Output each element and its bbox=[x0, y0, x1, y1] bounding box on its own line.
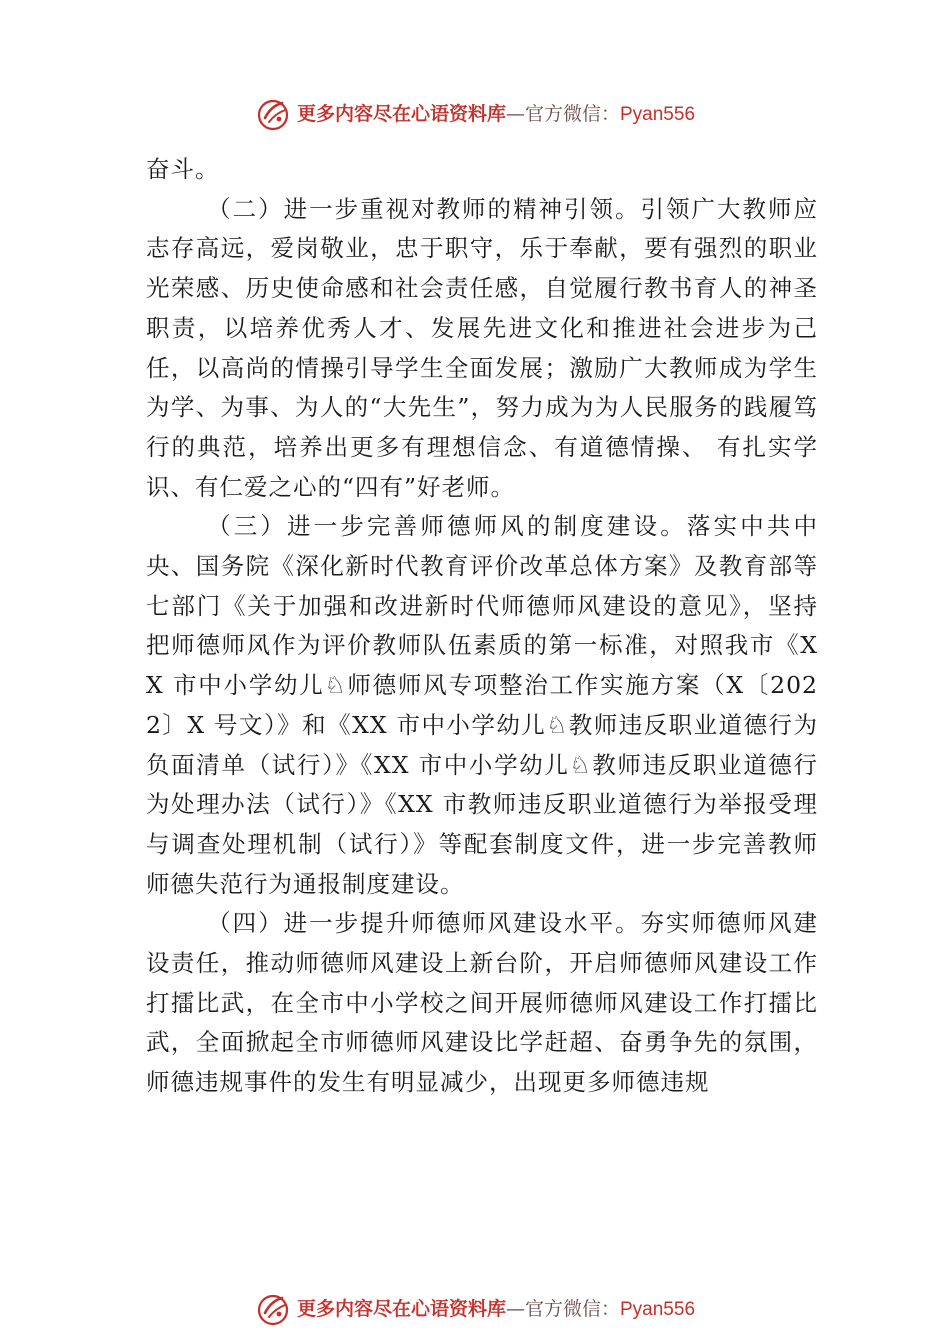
paragraph-continuation: 奋斗。 bbox=[146, 155, 220, 183]
banner-wechat-label: 官方微信： bbox=[524, 1297, 620, 1320]
banner-wechat-id: Pyan556 bbox=[620, 1298, 696, 1320]
paragraph-section-4: （四）进一步提升师德师风建设水平。夯实师德师风建设责任，推动师德师风建设上新台阶，开启师德师风建设工作打擂比武，在全市中小学校之间开展师德师风建设工作打擂比武，全面掀起全市师德师风建设比学赶超、奋勇争先的氛围，师德违规事件的发生有明显减少，出现更多师德违规 bbox=[146, 909, 818, 1097]
banner-dash: — bbox=[505, 102, 525, 125]
logo-icon bbox=[255, 96, 291, 132]
paragraph-section-3: （三）进一步完善师德师风的制度建设。落实中共中央、国务院《深化新时代教育评价改革总体方案》及教育部等七部门《关于加强和改进新时代师德师风建设的意见》，坚持把师德师风作为评价教师队伍素质的第一标准，对照我市《XX 市中小学幼儿♘师德师风专项整治工作实施方案（X〔2022〕X 号文）》和《XX 市中小学幼儿♘教师违反职业道德行为负面清单（试行）》《XX 市中小学幼儿♘教师违反职业道德行为处理办法（试行）》《XX 市教师违反职业道德行为举报受理与调查处理机制（试行）》等配套制度文件，进一步完善教师师德失范行为通报制度建设。 bbox=[146, 512, 818, 898]
banner-site-name: 更多内容尽在心语资料库 bbox=[296, 1297, 506, 1320]
header-banner bbox=[0, 94, 950, 134]
banner-wechat-id: Pyan556 bbox=[620, 103, 696, 125]
banner-text bbox=[296, 1297, 696, 1320]
document-body bbox=[146, 150, 818, 1103]
banner-dash: — bbox=[505, 1297, 525, 1320]
logo-icon bbox=[255, 1291, 291, 1327]
footer-banner bbox=[0, 1289, 950, 1329]
paragraph-section-2: （二）进一步重视对教师的精神引领。引领广大教师应志存高远，爱岗敬业，忠于职守，乐于奉献，要有强烈的职业光荣感、历史使命感和社会责任感，自觉履行教书育人的神圣职责，以培养优秀人才、发展先进文化和推进社会进步为己任，以高尚的情操引导学生全面发展；激励广大教师成为学生为学、为事、为人的“大先生”，努力成为为人民服务的践履笃行的典范，培养出更多有理想信念、有道德情操、 有扎实学识、有仁爱之心的“四有”好老师。 bbox=[146, 194, 818, 501]
banner-wechat-label: 官方微信： bbox=[524, 102, 620, 125]
banner-text bbox=[296, 102, 696, 125]
banner-site-name: 更多内容尽在心语资料库 bbox=[296, 102, 506, 125]
